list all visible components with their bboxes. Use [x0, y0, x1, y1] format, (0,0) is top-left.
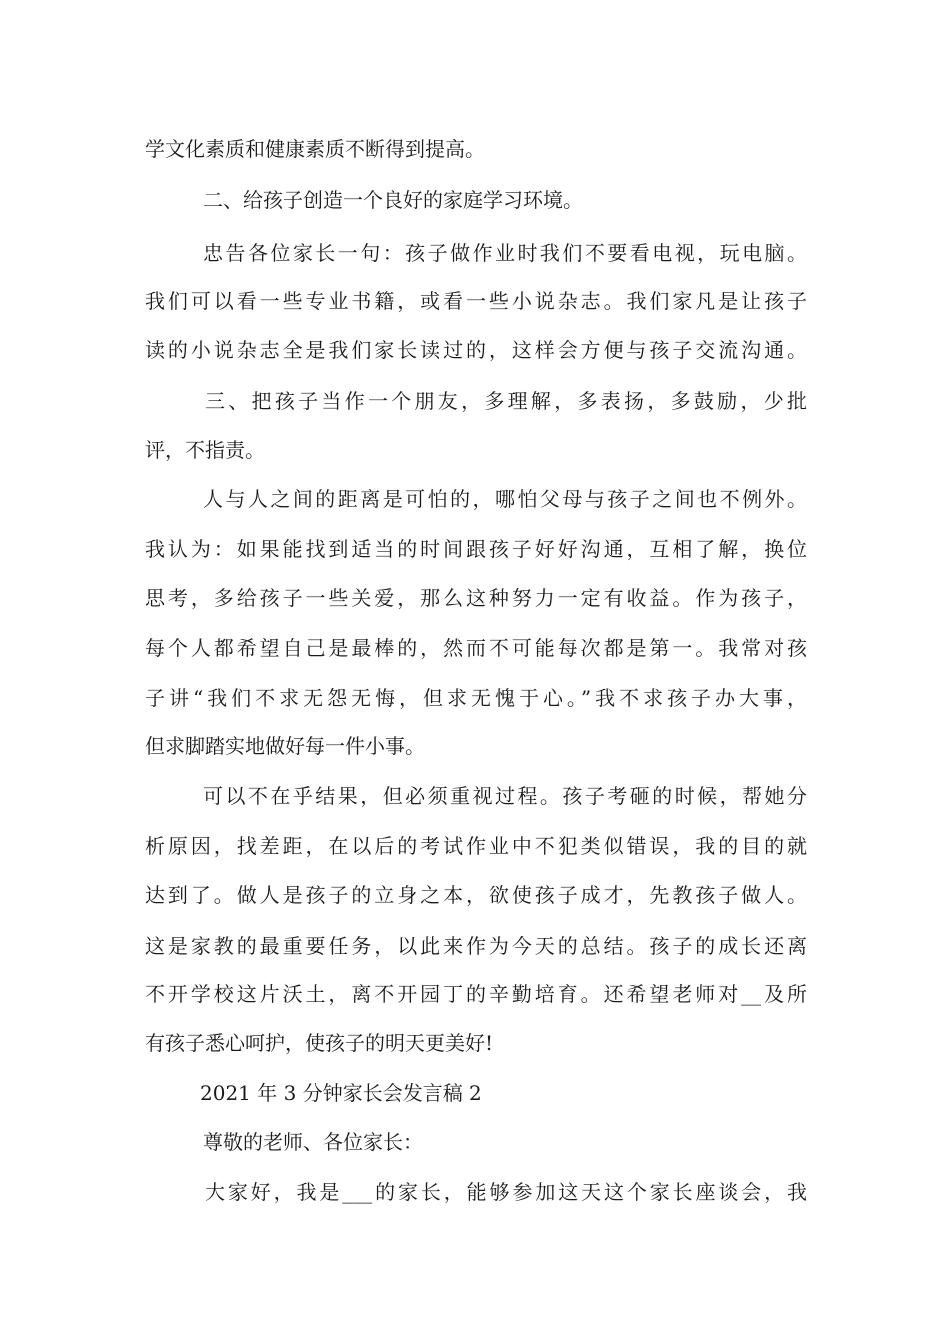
salutation: 尊敬的老师、各位家长： — [203, 1130, 423, 1154]
section-heading: 三、把孩子当作一个朋友，多理解，多表扬，多鼓励，少批 — [205, 389, 807, 413]
text-line: 我们可以看一些专业书籍，或看一些小说杂志。我们家凡是让孩子 — [145, 289, 807, 313]
text-line: 可以不在乎结果，但必须重视过程。孩子考砸的时候，帮她分 — [203, 784, 807, 808]
text-line: 不开学校这片沃土，离不开园丁的辛勤培育。还希望老师对__及所 — [145, 982, 807, 1006]
text-line: 读的小说杂志全是我们家长读过的，这样会方便与孩子交流沟通。 — [145, 338, 807, 362]
text-line: 有孩子悉心呵护，使孩子的明天更美好! — [145, 1031, 494, 1055]
text-line: 人与人之间的距离是可怕的，哪怕父母与孩子之间也不例外。 — [203, 487, 807, 511]
text-line: 我认为：如果能找到适当的时间跟孩子好好沟通，互相了解，换位 — [145, 537, 807, 561]
section-heading: 二、给孩子创造一个良好的家庭学习环境。 — [203, 188, 583, 212]
text-line: 思考，多给孩子一些关爱，那么这种努力一定有收益。作为孩子， — [145, 586, 807, 610]
text-line: 评，不指责。 — [145, 438, 265, 462]
text-line: 但求脚踏实地做好每一件小事。 — [145, 734, 425, 758]
text-line: 每个人都希望自己是最棒的，然而不可能每次都是第一。我常对孩 — [145, 636, 807, 660]
text-line: 达到了。做人是孩子的立身之本，欲使孩子成才，先教孩子做人。 — [145, 883, 807, 907]
section-title: 2021 年 3 分钟家长会发言稿 2 — [200, 1081, 482, 1105]
text-line: 忠告各位家长一句：孩子做作业时我们不要看电视，玩电脑。 — [203, 241, 807, 265]
text-line: 子讲“我们不求无怨无悔，但求无愧于心。”我不求孩子办大事， — [145, 686, 807, 710]
text-line: 这是家教的最重要任务，以此来作为今天的总结。孩子的成长还离 — [145, 934, 807, 958]
text-line: 大家好，我是___的家长，能够参加这天这个家长座谈会，我 — [205, 1180, 807, 1204]
text-line: 析原因，找差距，在以后的考试作业中不犯类似错误，我的目的就 — [145, 834, 807, 858]
text-line: 学文化素质和健康素质不断得到提高。 — [145, 137, 485, 161]
